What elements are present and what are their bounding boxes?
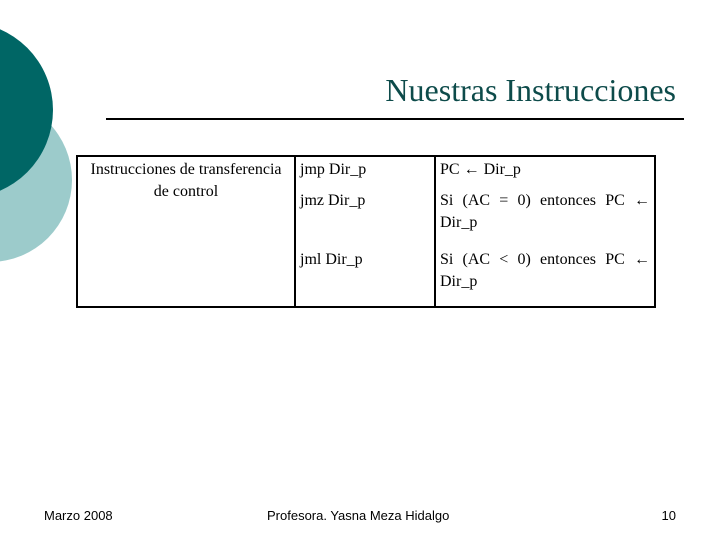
title-divider (106, 118, 684, 120)
description-text: Si (AC < 0) entonces PC ← Dir_p (440, 250, 650, 290)
description-text: Si (AC = 0) entonces PC ← Dir_p (440, 191, 650, 231)
footer-author: Profesora. Yasna Meza Hidalgo (267, 508, 450, 523)
instructions-table (76, 155, 656, 308)
description-cell (435, 188, 655, 247)
instruction-cell: jml Dir_p (295, 247, 435, 307)
table-row (77, 156, 655, 188)
instruction-cell: jmz Dir_p (295, 188, 435, 247)
slide-title: Nuestras Instrucciones (385, 72, 676, 108)
category-cell: Instrucciones de transferencia de control (77, 156, 295, 307)
description-cell (435, 247, 655, 307)
description-cell (435, 156, 655, 188)
description-text: PC ← Dir_p (440, 161, 521, 178)
footer-date: Marzo 2008 (44, 508, 113, 523)
instruction-cell: jmp Dir_p (295, 156, 435, 188)
page-number: 10 (661, 508, 676, 523)
